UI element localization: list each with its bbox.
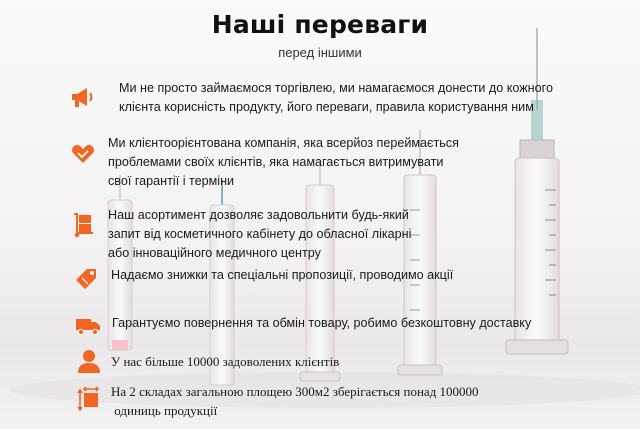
advantage-text-line: запит від косметичного кабінету до обласної лікарні bbox=[108, 227, 412, 241]
advantage-text-line: Надаємо знижки та спеціальні пропозиції, проводимо акції bbox=[111, 268, 454, 282]
advantage-text-line: проблемами своїх клієнтів, яка намагається витримувати bbox=[108, 155, 444, 169]
price-tag-icon bbox=[74, 266, 100, 292]
box-arrows-icon bbox=[77, 386, 103, 412]
advantage-text-line: або інноваційного медичного центру bbox=[108, 246, 321, 260]
advantage-text-line: Гарантуємо повернення та обмін товару, робимо безкоштовну доставку bbox=[112, 316, 532, 330]
user-icon bbox=[76, 348, 102, 374]
advantage-text-line: Наш асортимент дозволяє задовольнити будь-який bbox=[108, 208, 409, 222]
advantage-text-line: Ми не просто займаємося торгівлею, ми намагаємося донести до кожного bbox=[119, 81, 553, 95]
page-title: Наші переваги bbox=[211, 10, 429, 39]
advantage-text-line: клієнта корисність продукту, його переваги, правила користування ним bbox=[119, 100, 534, 114]
advantage-text-line: У нас більше 10000 задоволених клієнтів bbox=[111, 354, 340, 369]
page-subtitle: перед іншими bbox=[278, 45, 362, 60]
advantage-text-line: На 2 складах загальною площею 300м2 зберігається понад 100000 bbox=[111, 384, 479, 399]
hand-truck-icon bbox=[70, 212, 96, 238]
handshake-heart-icon bbox=[70, 140, 96, 166]
megaphone-icon bbox=[70, 84, 96, 110]
delivery-truck-icon bbox=[75, 312, 101, 338]
advantage-text-line: свої гарантії і терміни bbox=[108, 174, 235, 188]
advantage-text-line: одиниць продукції bbox=[111, 403, 218, 418]
advantage-text-line: Ми клієнтоорієнтована компанія, яка всерйоз переймається bbox=[108, 136, 459, 150]
